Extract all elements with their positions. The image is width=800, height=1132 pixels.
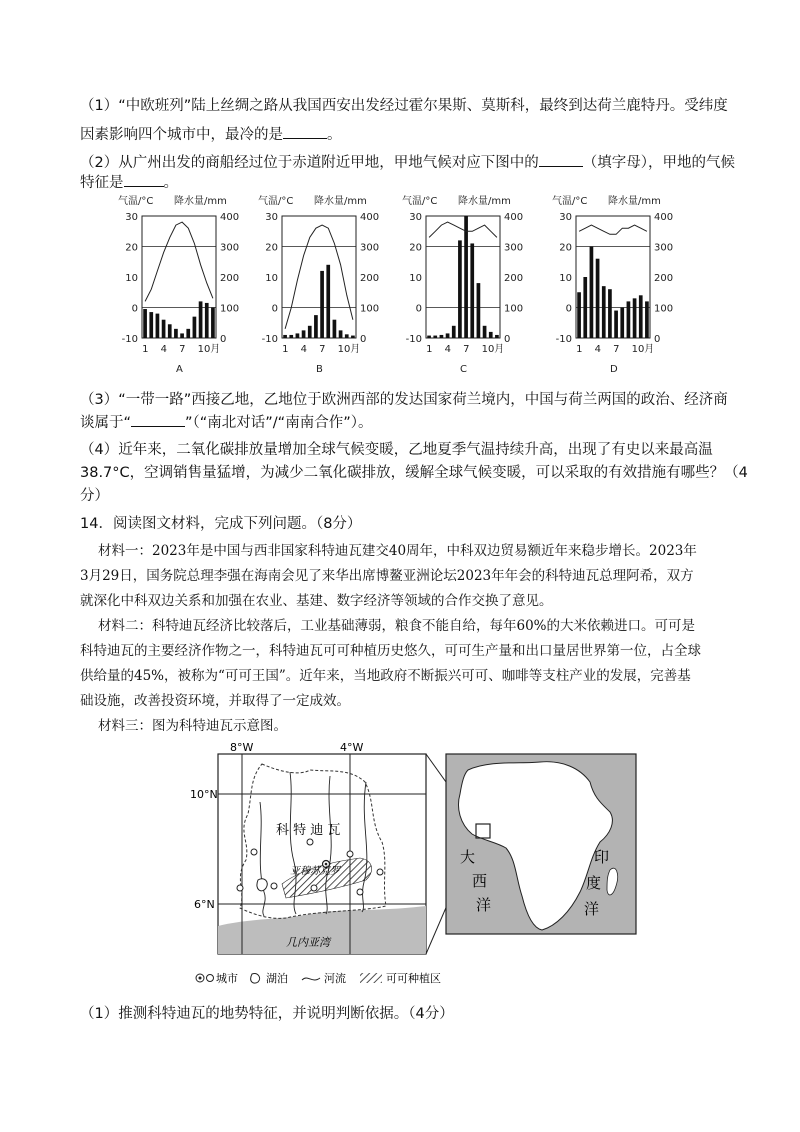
precip-bar bbox=[333, 320, 337, 338]
q13-part2-line2 bbox=[80, 172, 178, 193]
city-marker bbox=[237, 885, 243, 891]
month-tick-label: 1 bbox=[142, 344, 149, 355]
precip-bar bbox=[477, 283, 481, 338]
precip-bar bbox=[156, 314, 160, 338]
month-tick-label: 7 bbox=[613, 344, 620, 355]
temp-tick-label: 20 bbox=[265, 242, 278, 254]
temp-tick-label: 20 bbox=[409, 242, 422, 254]
temp-tick-label: 10 bbox=[265, 273, 278, 284]
month-tick-label: 4 bbox=[300, 344, 307, 355]
climate-chart-c bbox=[402, 192, 532, 377]
precip-bar bbox=[149, 312, 153, 338]
lon-4w-label: 4°W bbox=[340, 742, 364, 754]
precip-bar bbox=[308, 326, 312, 338]
temp-tick-label: -10 bbox=[405, 334, 422, 345]
lat-10n-label: 10°N bbox=[190, 788, 218, 801]
country-label: 科 特 迪 瓦 bbox=[276, 823, 341, 838]
precip-tick-label: 300 bbox=[360, 242, 380, 254]
temp-tick-label: 10 bbox=[409, 273, 422, 284]
month-tick-label: 7 bbox=[463, 344, 470, 355]
precip-tick-label: 200 bbox=[654, 273, 674, 284]
temperature-line bbox=[285, 225, 353, 329]
precip-tick-label: 100 bbox=[220, 303, 240, 315]
climate-chart-a bbox=[118, 192, 248, 377]
month-tick-label: 7 bbox=[179, 344, 186, 355]
precip-bar bbox=[180, 333, 184, 338]
answer-blank-coldest-city[interactable] bbox=[283, 124, 327, 139]
precip-bar bbox=[326, 265, 330, 338]
atlantic-label-3: 洋 bbox=[476, 896, 492, 914]
city-marker bbox=[377, 869, 383, 875]
precip-bar bbox=[577, 292, 581, 338]
answer-blank-climate-letter[interactable] bbox=[539, 152, 583, 167]
precip-axis-label: 降水量/mm bbox=[314, 196, 367, 207]
map-legend bbox=[196, 971, 441, 985]
precip-bar bbox=[168, 324, 172, 338]
precip-bar bbox=[302, 330, 306, 338]
q13-part4-line2: 38.7°C，空调销售量猛增，为减少二氧化碳排放，缓解全球气候变暖，可以采取的有效措施有哪些？（4 bbox=[80, 465, 748, 481]
legend-cocoa-symbol bbox=[360, 973, 382, 983]
q13-part2-text-a: （2）从广州出发的商船经过位于赤道附近甲地，甲地气候对应下图中的 bbox=[80, 155, 539, 171]
precip-bar bbox=[351, 336, 355, 338]
temp-tick-label: 0 bbox=[565, 303, 572, 315]
precip-bar bbox=[320, 271, 324, 338]
precip-bar bbox=[205, 303, 209, 338]
precip-tick-label: 400 bbox=[360, 212, 380, 223]
precip-axis-label: 降水量/mm bbox=[458, 196, 511, 207]
answer-blank-dialogue-type[interactable] bbox=[131, 412, 185, 427]
precip-tick-label: 100 bbox=[504, 303, 524, 315]
precip-bar bbox=[590, 247, 594, 339]
q13-part2-line1 bbox=[80, 152, 735, 173]
material3-caption: 材料三：图为科特迪瓦示意图。 bbox=[98, 718, 287, 734]
precip-bar bbox=[427, 336, 431, 338]
month-tick-label: 1 bbox=[426, 344, 433, 355]
precip-tick-label: 0 bbox=[504, 334, 511, 345]
temp-tick-label: 30 bbox=[559, 212, 572, 223]
gulf-label: 几内亚湾 bbox=[286, 936, 330, 949]
indian-label-2: 度 bbox=[586, 874, 602, 892]
precip-bar bbox=[296, 333, 300, 338]
temp-axis-label: 气温/°C bbox=[118, 196, 154, 207]
month-tick-label: 4 bbox=[160, 344, 167, 355]
month-tick-label: 1 bbox=[282, 344, 289, 355]
atlantic-label-2: 西 bbox=[472, 872, 488, 890]
temp-axis-label: 气温/°C bbox=[258, 196, 294, 207]
temp-tick-label: 30 bbox=[125, 212, 138, 223]
month-tick-label: 4 bbox=[594, 344, 601, 355]
q13-part2-text-b: （填字母），甲地的气候 bbox=[582, 155, 735, 171]
precip-tick-label: 300 bbox=[504, 242, 524, 254]
capital-label: 亚穆苏克罗 bbox=[290, 866, 340, 877]
precip-bar bbox=[199, 301, 203, 338]
q14-title: 14．阅读图文材料，完成下列问题。（8分） bbox=[80, 516, 362, 532]
precip-bar bbox=[186, 329, 190, 338]
material2-line1: 材料二：科特迪瓦经济比较落后，工业基础薄弱，粮食不能自给，每年60%的大米依赖进口。可可是 bbox=[98, 618, 696, 634]
precip-bar bbox=[433, 336, 437, 338]
precip-bar bbox=[446, 333, 450, 338]
precip-bar bbox=[495, 335, 499, 338]
legend-river-label: 河流 bbox=[324, 972, 346, 985]
indian-label-1: 印 bbox=[594, 848, 610, 866]
plot-frame bbox=[426, 216, 500, 338]
precip-tick-label: 300 bbox=[654, 242, 674, 254]
indian-label-3: 洋 bbox=[584, 900, 600, 918]
precip-bar bbox=[464, 216, 468, 338]
legend-cocoa-label: 可可种植区 bbox=[386, 972, 441, 985]
material2-line2: 科特迪瓦的主要经济作物之一，科特迪瓦可可种植历史悠久，可可生产量和出口量居世界第一位，占全球 bbox=[80, 643, 701, 659]
lon-8w-label: 8°W bbox=[230, 742, 254, 754]
temperature-line bbox=[145, 222, 213, 301]
precip-tick-label: 0 bbox=[220, 334, 227, 345]
city-marker bbox=[271, 883, 277, 889]
temp-axis-label: 气温/°C bbox=[552, 196, 588, 207]
precip-bar bbox=[596, 259, 600, 338]
material2-line4: 础设施，改善投资环境，并取得了一定成效。 bbox=[80, 693, 350, 709]
plot-frame bbox=[282, 216, 356, 338]
precip-tick-label: 400 bbox=[654, 212, 674, 223]
precip-bar bbox=[452, 326, 456, 338]
precip-tick-label: 400 bbox=[504, 212, 524, 223]
chart-svg bbox=[258, 192, 388, 377]
precip-bar bbox=[620, 308, 624, 339]
temp-tick-label: 10 bbox=[559, 273, 572, 284]
precip-tick-label: 0 bbox=[360, 334, 367, 345]
precip-bar bbox=[633, 298, 637, 338]
legend-river-symbol bbox=[302, 978, 320, 980]
city-marker bbox=[357, 889, 363, 895]
precip-axis-label: 降水量/mm bbox=[174, 196, 227, 207]
city-marker bbox=[307, 839, 313, 845]
precip-tick-label: 200 bbox=[360, 273, 380, 284]
precip-bar bbox=[583, 277, 587, 338]
lake-1 bbox=[257, 879, 267, 891]
month-tick-label: 10月 bbox=[631, 344, 655, 355]
precip-bar bbox=[339, 330, 343, 338]
precip-bar bbox=[289, 335, 293, 338]
precip-tick-label: 100 bbox=[654, 303, 674, 315]
precip-bar bbox=[345, 334, 349, 338]
temperature-line bbox=[579, 225, 647, 234]
material2-line3: 供给量的45%，被称为“可可王国”。近年来，当地政府不断振兴可可、咖啡等支柱产业的发展，完善基 bbox=[80, 668, 691, 684]
temp-tick-label: 20 bbox=[125, 242, 138, 254]
city-marker bbox=[311, 885, 317, 891]
q13-part1-line2 bbox=[80, 124, 342, 145]
precip-bar bbox=[645, 301, 649, 338]
answer-blank-climate-feature[interactable] bbox=[124, 172, 164, 187]
chart-letter: D bbox=[610, 364, 618, 375]
temp-axis-label: 气温/°C bbox=[402, 196, 438, 207]
material1-line3: 就深化中科双边关系和加强在农业、基建、数字经济等领域的合作交换了意见。 bbox=[80, 593, 553, 609]
month-tick-label: 4 bbox=[444, 344, 451, 355]
lat-6n-label: 6°N bbox=[194, 898, 215, 911]
precip-axis-label: 降水量/mm bbox=[608, 196, 661, 207]
atlantic-label-1: 大 bbox=[460, 848, 476, 866]
precip-bar bbox=[639, 295, 643, 338]
precip-bar bbox=[608, 289, 612, 338]
chart-letter: C bbox=[460, 364, 467, 375]
q13-part2-end: 。 bbox=[163, 175, 178, 191]
q13-part2-text-c: 特征是 bbox=[80, 175, 124, 191]
legend-lake-label: 湖泊 bbox=[266, 972, 288, 985]
legend-city-label: 城市 bbox=[216, 972, 238, 985]
month-tick-label: 10月 bbox=[337, 344, 361, 355]
precip-bar bbox=[143, 309, 147, 338]
precip-bar bbox=[602, 286, 606, 338]
temp-tick-label: 0 bbox=[271, 303, 278, 315]
q13-part3-text-b: ”（“南北对话”/“南南合作”）。 bbox=[185, 415, 373, 431]
cote-divoire-map bbox=[190, 742, 640, 992]
temp-tick-label: 10 bbox=[125, 273, 138, 284]
temp-tick-label: 20 bbox=[559, 242, 572, 254]
precip-bar bbox=[211, 308, 215, 339]
chart-letter: A bbox=[176, 364, 183, 375]
temp-tick-label: 0 bbox=[131, 303, 138, 315]
climate-chart-d bbox=[552, 192, 682, 377]
precip-bar bbox=[162, 320, 166, 338]
precip-tick-label: 0 bbox=[654, 334, 661, 345]
precip-bar bbox=[174, 329, 178, 338]
precip-bar bbox=[440, 335, 444, 338]
precip-bar bbox=[614, 311, 618, 338]
q14-part1: （1）推测科特迪瓦的地势特征，并说明判断依据。（4分） bbox=[80, 1006, 454, 1022]
temp-tick-label: -10 bbox=[261, 334, 278, 345]
precip-bar bbox=[314, 315, 318, 338]
chart-svg bbox=[118, 192, 248, 377]
precip-tick-label: 200 bbox=[220, 273, 240, 284]
temp-tick-label: 30 bbox=[409, 212, 422, 223]
precip-tick-label: 100 bbox=[360, 303, 380, 315]
precip-tick-label: 300 bbox=[220, 242, 240, 254]
chart-letter: B bbox=[316, 364, 323, 375]
temp-tick-label: 0 bbox=[415, 303, 422, 315]
precip-tick-label: 200 bbox=[504, 273, 524, 284]
precip-bar bbox=[489, 332, 493, 338]
q13-part1-text: 因素影响四个城市中，最冷的是 bbox=[80, 127, 283, 143]
q13-part4-line1: （4）近年来，二氧化碳排放量增加全球气候变暖，乙地夏季气温持续升高，出现了有史以来最高温 bbox=[80, 442, 713, 458]
chart-svg bbox=[552, 192, 682, 377]
precip-bar bbox=[483, 326, 487, 338]
temp-tick-label: -10 bbox=[555, 334, 572, 345]
legend-lake-symbol bbox=[251, 974, 260, 984]
q13-part3-text-a: 谈属于“ bbox=[80, 415, 132, 431]
month-tick-label: 1 bbox=[576, 344, 583, 355]
month-tick-label: 10月 bbox=[197, 344, 221, 355]
q13-part3-line2 bbox=[80, 412, 372, 433]
q13-part3-line1: （3）“一带一路”西接乙地，乙地位于欧洲西部的发达国家荷兰境内，中国与荷兰两国的政治、经济商 bbox=[80, 392, 728, 408]
temp-tick-label: -10 bbox=[121, 334, 138, 345]
precip-bar bbox=[193, 317, 197, 338]
chart-svg bbox=[402, 192, 532, 377]
precip-bar bbox=[458, 240, 462, 338]
city-marker bbox=[347, 851, 353, 857]
temperature-line bbox=[429, 222, 497, 237]
precip-bar bbox=[283, 335, 287, 338]
month-tick-label: 10月 bbox=[481, 344, 505, 355]
month-tick-label: 7 bbox=[319, 344, 326, 355]
precip-bar bbox=[627, 301, 631, 338]
precip-bar bbox=[470, 243, 474, 338]
city-marker bbox=[251, 849, 257, 855]
q13-part1-end: 。 bbox=[327, 127, 342, 143]
temp-tick-label: 30 bbox=[265, 212, 278, 223]
precip-tick-label: 400 bbox=[220, 212, 240, 223]
material1-line1: 材料一：2023年是中国与西非国家科特迪瓦建交40周年，中科双边贸易额近年来稳步增长。2023年 bbox=[98, 543, 697, 559]
q13-part1-line1: （1）“中欧班列”陆上丝绸之路从我国西安出发经过霍尔果斯、莫斯科，最终到达荷兰鹿特丹。受纬度 bbox=[80, 98, 728, 114]
q13-part4-line3: 分） bbox=[80, 488, 109, 504]
climate-chart-b bbox=[258, 192, 388, 377]
material1-line2: 3月29日，国务院总理李强在海南会见了来华出席博鳌亚洲论坛2023年年会的科特迪瓦总理阿希，双方 bbox=[80, 568, 694, 584]
